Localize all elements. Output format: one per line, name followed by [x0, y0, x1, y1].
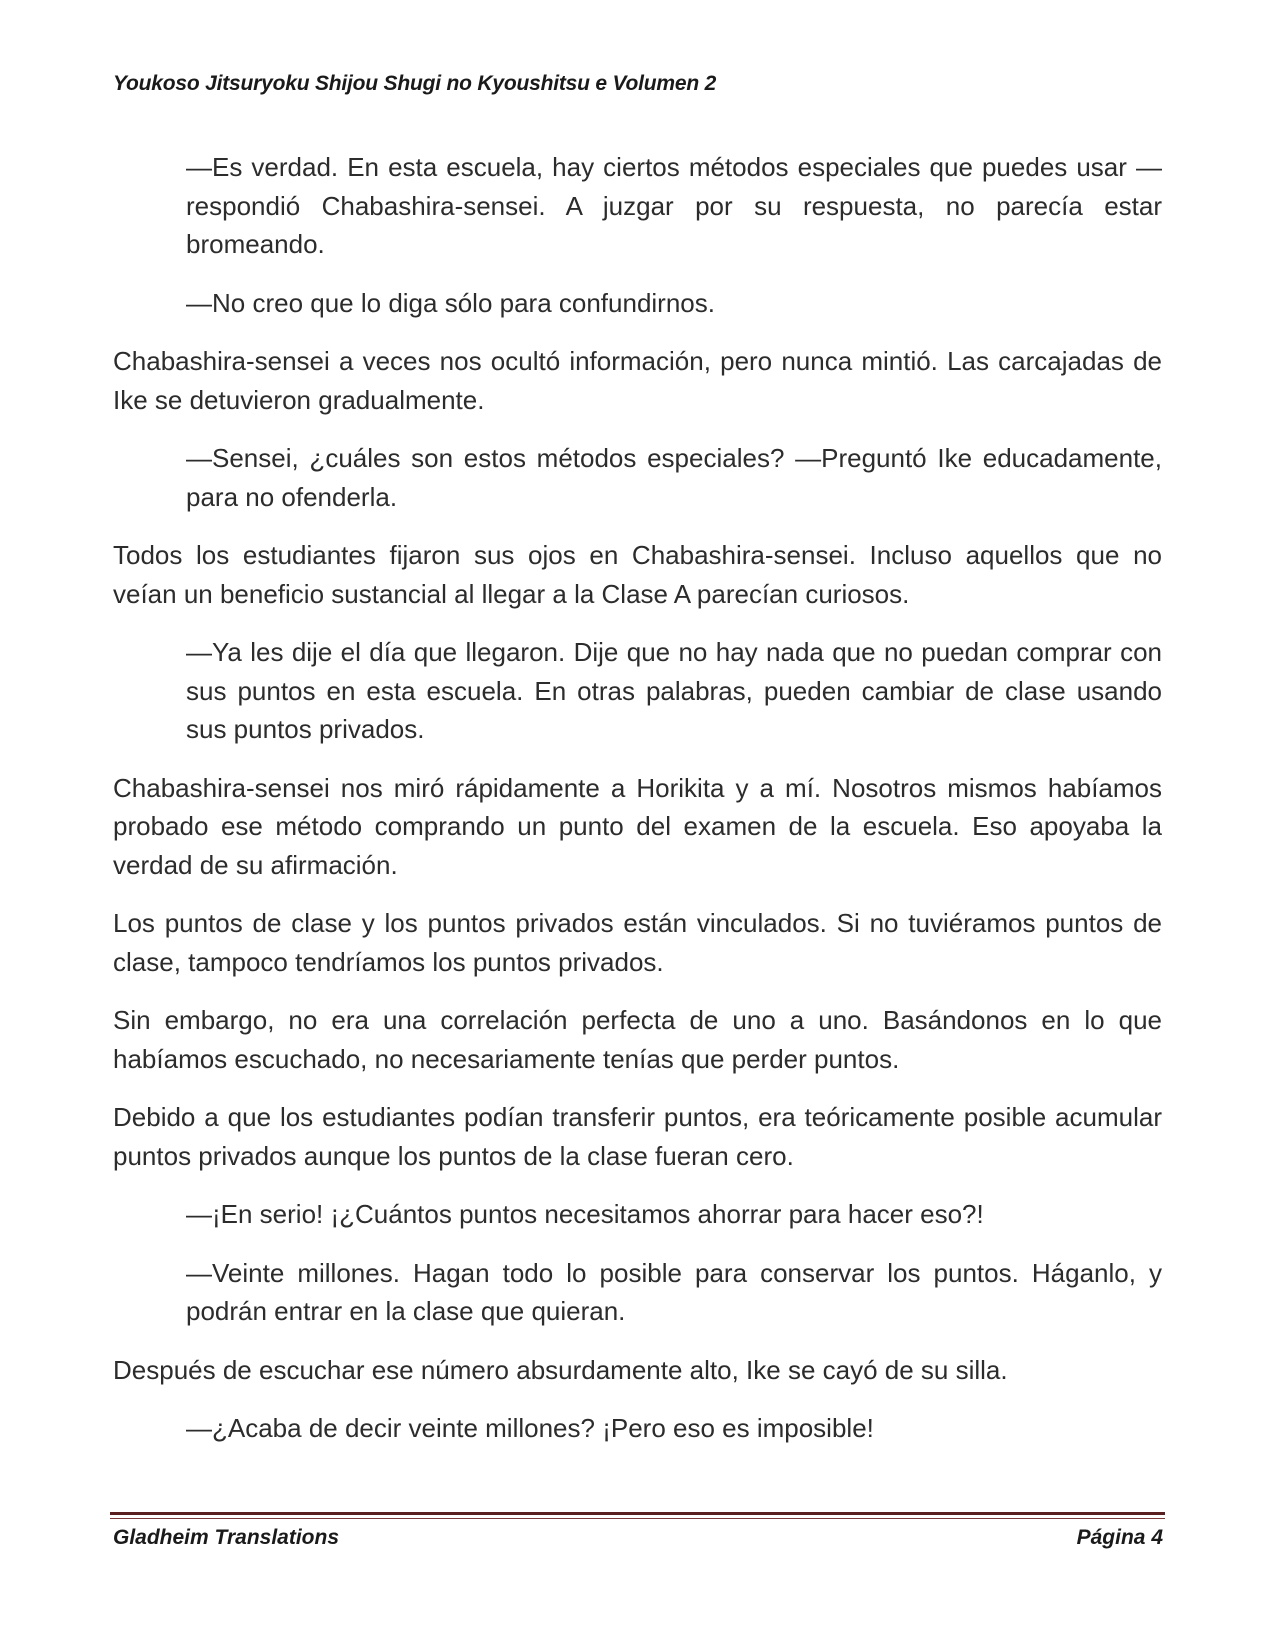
paragraph-dialogue: —Veinte millones. Hagan todo lo posible para conservar los puntos. Háganlo, y podrán entrar en la clase que quieran.: [186, 1257, 1162, 1326]
paragraph-narration: Después de escuchar ese número absurdamente alto, Ike se cayó de su silla.: [113, 1354, 1008, 1385]
paragraph-narration: Sin embargo, no era una correlación perfecta de uno a uno. Basándonos en lo que habíamos escuchado, no necesariamente tenías que perder puntos.: [113, 1005, 1162, 1074]
paragraph-narration: Los puntos de clase y los puntos privados están vinculados. Si no tuviéramos puntos de clase, tampoco tendríamos los puntos privados.: [113, 908, 1162, 977]
paragraph-dialogue: —Sensei, ¿cuáles son estos métodos especiales? —Preguntó Ike educadamente, para no ofenderla.: [186, 443, 1162, 512]
footer-divider: [110, 1512, 1165, 1515]
page-body: [113, 148, 1162, 1468]
paragraph-dialogue: —Es verdad. En esta escuela, hay ciertos métodos especiales que puedes usar —respondió Chabashira-sensei. A juzgar por su respuesta, no parecía estar bromeando.: [186, 152, 1162, 259]
paragraph-narration: Debido a que los estudiantes podían transferir puntos, era teóricamente posible acumular puntos privados aunque los puntos de la clase fueran cero.: [113, 1102, 1162, 1171]
paragraph-dialogue: —Ya les dije el día que llegaron. Dije que no hay nada que no puedan comprar con sus puntos en esta escuela. En otras palabras, pueden cambiar de clase usando sus puntos privados.: [186, 637, 1162, 744]
footer-divider-thin: [110, 1518, 1165, 1519]
paragraph-narration: Chabashira-sensei a veces nos ocultó información, pero nunca mintió. Las carcajadas de Ike se detuvieron gradualmente.: [113, 346, 1162, 415]
paragraph-dialogue: —¡En serio! ¡¿Cuántos puntos necesitamos ahorrar para hacer eso?!: [186, 1199, 984, 1229]
page-header-title: Youkoso Jitsuryoku Shijou Shugi no Kyoushitsu e Volumen 2: [113, 72, 717, 95]
paragraph-narration: Todos los estudiantes fijaron sus ojos en Chabashira-sensei. Incluso aquellos que no veían un beneficio sustancial al llegar a la Clase A parecían curiosos.: [113, 540, 1162, 609]
footer-page-number: Página 4: [1076, 1526, 1163, 1549]
paragraph-dialogue: —No creo que lo diga sólo para confundirnos.: [186, 287, 715, 318]
paragraph-narration: Chabashira-sensei nos miró rápidamente a Horikita y a mí. Nosotros mismos habíamos probado ese método comprando un punto del examen de la escuela. Eso apoyaba la verdad de su afirmación.: [113, 772, 1162, 880]
paragraph-dialogue: —¿Acaba de decir veinte millones? ¡Pero eso es imposible!: [186, 1413, 874, 1443]
footer-translator-credit: Gladheim Translations: [113, 1526, 340, 1549]
